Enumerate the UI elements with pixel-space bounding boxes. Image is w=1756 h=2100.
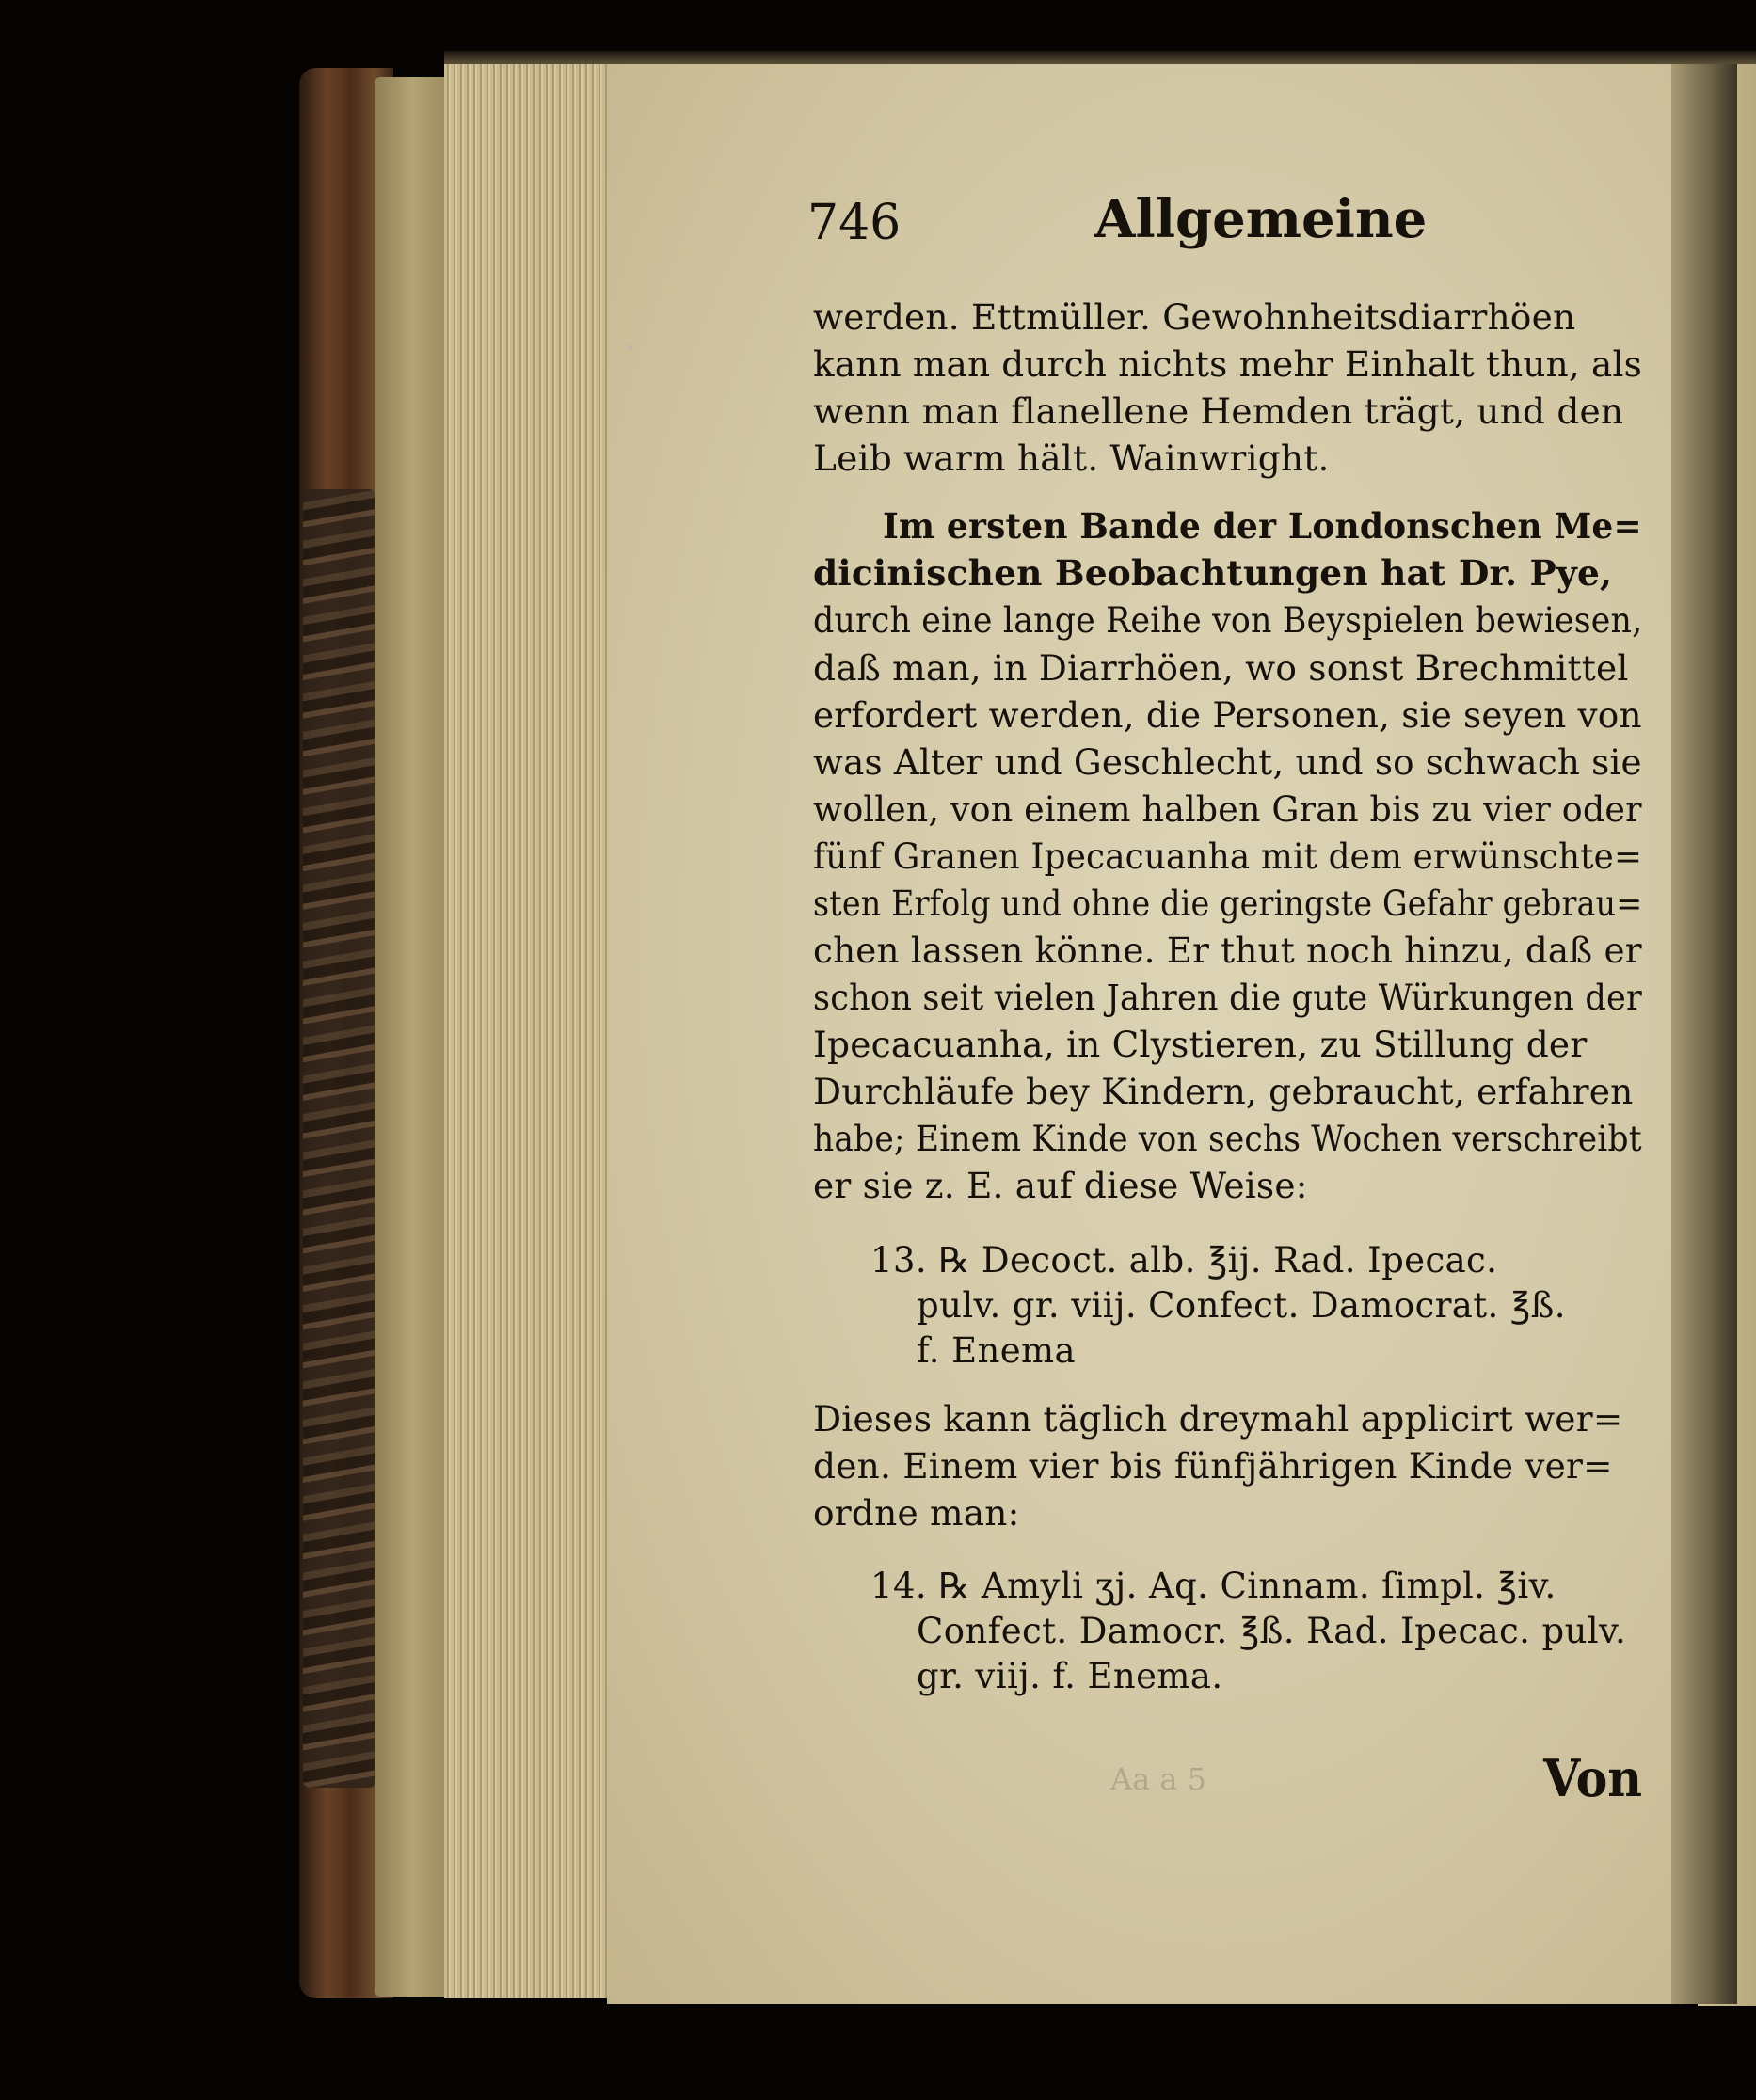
text-line: er sie z. E. auf diese Weise: [813,1165,1308,1206]
text-line: chen lassen könne. Er thut noch hinzu, daß er [813,930,1642,971]
cover-marbling [303,489,376,1788]
text-line: dicinischen Beobachtungen hat Dr. Pye, [813,552,1613,594]
recipe-line: 14. ℞ Amyli ʒj. Aq. Cinnam. ſimpl. ℥iv. [870,1566,1556,1606]
text-line: Im ersten Bande der Londonschen Me= [883,505,1642,547]
running-title: Allgemeine [1094,188,1428,250]
page-number: 746 [807,195,902,251]
recipe-line: gr. viij. f. Enema. [917,1656,1223,1696]
page-edges [444,60,610,1998]
recipe-line: 13. ℞ Decoct. alb. ℥ij. Rad. Ipecac. [870,1240,1498,1281]
recipe-line: f. Enema [917,1330,1076,1371]
book-board-edge [375,77,450,1997]
text-line: durch eine lange Reihe von Beyspielen bewiesen, [813,599,1643,641]
text-line: kann man durch nichts mehr Einhalt thun, als [813,343,1642,385]
text-line: daß man, in Diarrhöen, wo sonst Brechmittel [813,647,1629,689]
text-line: Leib warm hält. Wainwright. [813,438,1330,479]
text-line: sten Erfolg und ohne die geringste Gefahr gebrau= [813,883,1643,924]
text-line: schon seit vielen Jahren die gute Würkungen der [813,977,1642,1018]
text-line: Dieses kann täglich dreymahl applicirt wer= [813,1398,1623,1440]
text-line: Ipecacuanha, in Clystieren, zu Stillung der [813,1024,1588,1065]
recipe-line: Confect. Damocr. ℥ß. Rad. Ipecac. pulv. [917,1611,1627,1651]
text-line: erfordert werden, die Personen, sie seyen von [813,694,1642,736]
top-edge-shadow [444,51,1756,64]
text-line: wenn man flanellene Hemden trägt, und den [813,390,1624,432]
catchword: Von [1543,1748,1643,1808]
page-gutter-shadow [1671,56,1737,2004]
text-line: den. Einem vier bis fünfjährigen Kinde ver= [813,1445,1613,1487]
text-line: Durchläufe bey Kindern, gebraucht, erfahren [813,1071,1634,1112]
signature-mark: Aa a 5 [1110,1761,1206,1797]
text-line: fünf Granen Ipecacuanha mit dem erwünschte= [813,835,1643,877]
text-line: ordne man: [813,1492,1020,1534]
text-line: wollen, von einem halben Gran bis zu vier oder [813,788,1642,830]
dust-speck [628,344,633,350]
recipe-line: pulv. gr. viij. Confect. Damocrat. ℥ß. [917,1285,1566,1326]
text-line: werden. Ettmüller. Gewohnheitsdiarrhöen [813,296,1576,338]
text-line: habe; Einem Kinde von sechs Wochen verschreibt [813,1118,1642,1159]
text-line: was Alter und Geschlecht, und so schwach sie [813,741,1642,783]
